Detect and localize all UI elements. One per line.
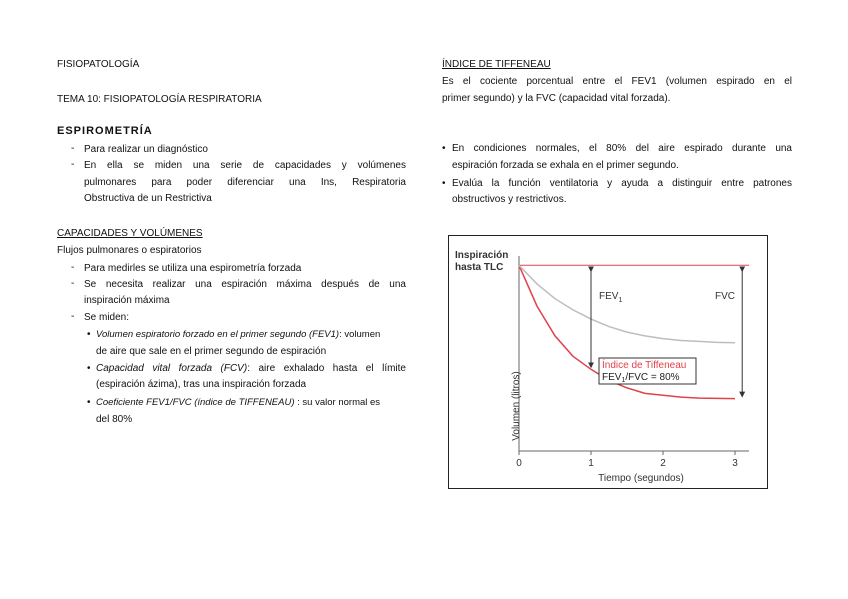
x-tick-label: 1: [588, 458, 594, 469]
bullet-dot: •: [87, 397, 91, 408]
topic-title: TEMA 10: FISIOPATOLOGÍA RESPIRATORIA: [57, 94, 262, 105]
fvc-label: FVC: [715, 291, 735, 302]
bullet-line-cont: obstructivos y restrictivos.: [452, 194, 567, 205]
top-label-line1: Inspiración: [455, 250, 509, 261]
x-axis-label: Tiempo (segundos): [598, 473, 684, 484]
fvc-definition: Capacidad vital forzada (FCV): aire exhalado hasta el límite: [96, 363, 406, 374]
tiffeneau-definition-cont: del 80%: [96, 414, 133, 425]
paragraph-line: primer segundo) y la FVC (capacidad vital forzada).: [442, 93, 671, 104]
top-label-line2: hasta TLC: [455, 262, 504, 273]
fvc-definition-cont: (espiración ázima), tras una inspiración forzada: [96, 379, 307, 390]
tiffeneau-legend: [599, 358, 696, 384]
x-tick-label: 0: [516, 458, 522, 469]
list-item-continuation: pulmonares para poder diferenciar una Ins, Respiratoria: [84, 177, 406, 188]
list-item: - Se necesita realizar una espiración máxima después de una: [84, 278, 406, 291]
bullet-dot: •: [442, 143, 446, 154]
bullet-line: Evalúa la función ventilatoria y ayuda a distinguir entre patrones: [452, 178, 792, 189]
spirometry-chart: [448, 235, 768, 489]
flujos-text: Flujos pulmonares o espiratorios: [57, 245, 202, 256]
legend-value: $FEV_1$/FVC = 80%: [602, 372, 680, 384]
x-tick-label: 3: [732, 458, 738, 469]
capacidades-title: CAPACIDADES Y VOLÚMENES: [57, 228, 203, 239]
fev1-label: $FEV_1$: [599, 291, 623, 304]
legend-title: Índice de Tiffeneau: [602, 360, 687, 371]
bullet-line-cont: espiración forzada se exhala en el primer segundo.: [452, 160, 679, 171]
chart-canvas: [449, 236, 767, 488]
list-item: - Para medirles se utiliza una espirometría forzada: [84, 262, 301, 275]
list-item-continuation: inspiración máxima: [84, 295, 170, 306]
x-tick-label: 2: [660, 458, 666, 469]
tiffeneau-definition: Coeficiente FEV1/FVC (índice de TIFFENEAU) : su valor normal es: [96, 397, 381, 408]
tiffeneau-title: ÍNDICE DE TIFFENEAU: [442, 59, 551, 70]
fev1-definition-cont: de aire que sale en el primer segundo de espiración: [96, 346, 327, 357]
list-item: - Para realizar un diagnóstico: [84, 143, 208, 156]
list-item: - En ella se miden una serie de capacidades y volúmenes: [84, 159, 406, 172]
bullet-line: En condiciones normales, el 80% del aire espirado durante una: [452, 143, 792, 154]
list-item: - Se miden:: [84, 311, 129, 324]
y-axis-label: Volumen (litros): [511, 371, 522, 441]
section-title: ESPIROMETRÍA: [57, 125, 153, 137]
bullet-dot: •: [442, 178, 446, 189]
bullet-dot: •: [87, 363, 91, 374]
bullet-dot: •: [87, 329, 91, 340]
subject-title: FISIOPATOLOGÍA: [57, 59, 140, 70]
paragraph-line: Es el cociente porcentual entre el FEV1 (volumen espirado en el: [442, 76, 792, 87]
fev1-definition: Volumen espiratorio forzado en el primer segundo (FEV1): volumen: [96, 329, 381, 340]
list-item-continuation: Obstructiva de un Restrictiva: [84, 193, 212, 204]
